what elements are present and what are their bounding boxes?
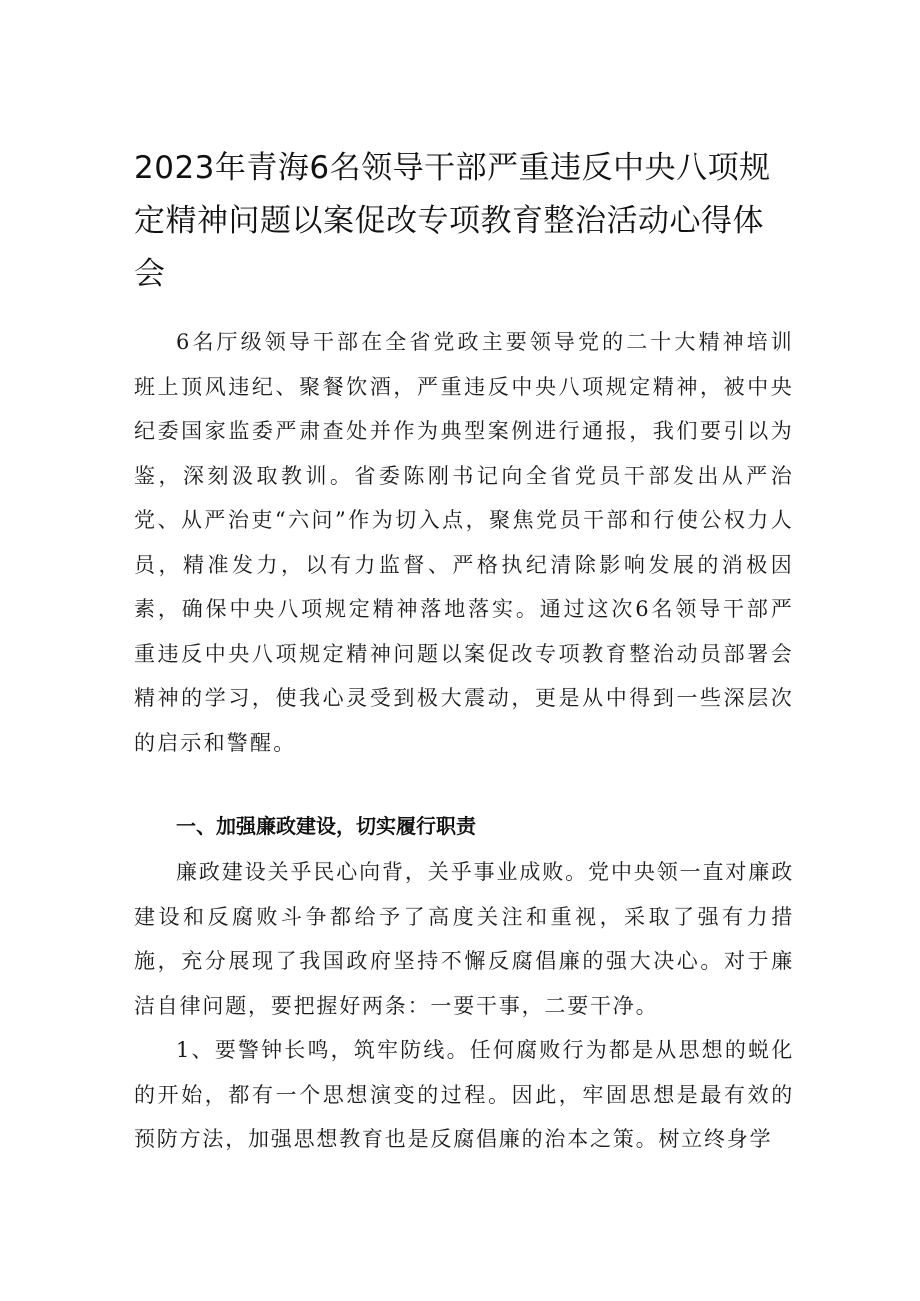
- document-title: 2023年青海6名领导干部严重违反中央八项规定精神问题以案促改专项教育整治活动心得体会: [134, 150, 771, 292]
- intro-paragraph: 6名厅级领导干部在全省党政主要领导党的二十大精神培训班上顶风违纪、聚餐饮酒，严重违反中央八项规定精神，被中央纪委国家监委严肃查处并作为典型案例进行通报，我们要引以为鉴，深刻汲取教训。省委陈刚书记向全省党员干部发出从严治党、从严治吏“六问”作为切入点，聚焦党员干部和行使公权力人员，精准发力，以有力监督、严格执纪清除影响发展的消极因素，确保中央八项规定精神落地落实。通过这次6名领导干部严重违反中央八项规定精神问题以案促改专项教育整治动员部署会精神的学习，使我心灵受到极大震动，更是从中得到一些深层次的启示和警醒。: [134, 330, 794, 755]
- point-1-paragraph: 1、要警钟长鸣，筑牢防线。任何腐败行为都是从思想的蜕化的开始，都有一个思想演变的过程。因此，牢固思想是最有效的预防方法，加强思想教育也是反腐倡廉的治本之策。树立终身学: [134, 1038, 794, 1151]
- section-1-paragraph: 廉政建设关乎民心向背，关乎事业成败。党中央领一直对廉政建设和反腐败斗争都给予了高度关注和重视，采取了强有力措施，充分展现了我国政府坚持不懈反腐倡廉的强大决心。对于廉洁自律问题，要把握好两条：一要干事，二要干净。: [134, 860, 794, 1018]
- section-heading-1: 一、加强廉政建设，切实履行职责: [176, 814, 476, 838]
